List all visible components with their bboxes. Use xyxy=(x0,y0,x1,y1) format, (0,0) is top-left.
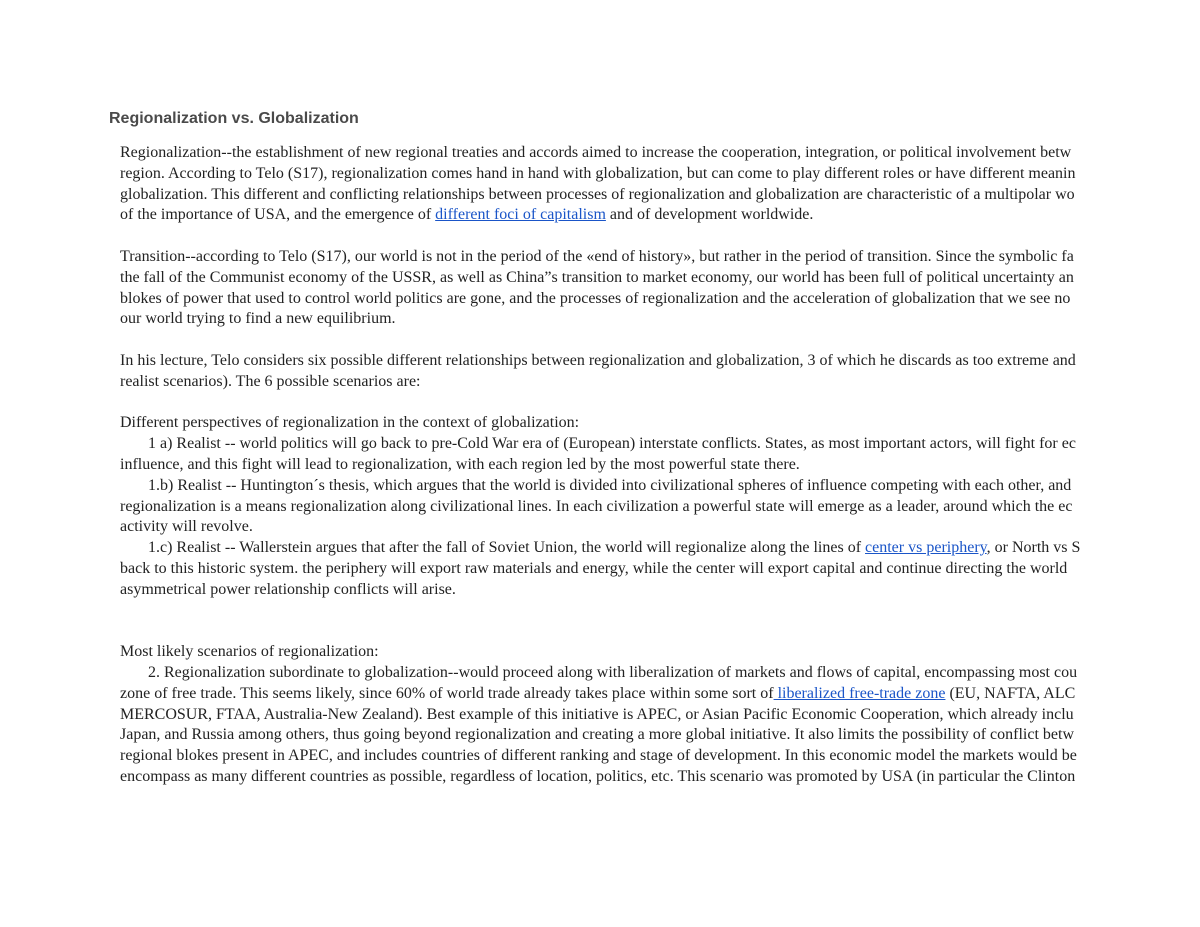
section-heading: Different perspectives of regionalization in the context of globalization: xyxy=(120,414,580,432)
text-line: In his lecture, Telo considers six possible different relationships between regionalization and globalization, 3 of which he discards as too extreme and xyxy=(120,351,1076,369)
text-segment: , or North vs S xyxy=(986,539,1081,557)
text-segment: of the importance of USA, and the emergence of xyxy=(120,206,436,224)
paragraph-spacer xyxy=(120,601,1200,643)
text-segment: and of development worldwide. xyxy=(605,206,814,224)
text-line xyxy=(120,684,1200,705)
text-segment: zone of free trade. This seems likely, since 60% of world trade already takes place within some sort of xyxy=(120,684,774,702)
paragraph-transition xyxy=(120,247,1200,330)
paragraph-six-scenarios xyxy=(120,351,1200,393)
text-line: Transition--according to Telo (S17), our world is not in the period of the «end of history», but rather in the period of transition. Since the symbolic fa xyxy=(120,247,1074,265)
text-line: Regionalization--the establishment of new regional treaties and accords aimed to increase the cooperation, integration, or political involvement betw xyxy=(120,144,1072,161)
link-different-foci-of-capitalism[interactable]: different foci of capitalism xyxy=(435,206,606,224)
text-line: asymmetrical power relationship conflicts will arise. xyxy=(120,580,456,598)
link-center-vs-periphery[interactable]: center vs periphery xyxy=(865,539,987,557)
text-line: regionalization is a means regionalization along civilizational lines. In each civilization a powerful state will emerge as a leader, around which the ec xyxy=(120,497,1073,515)
text-segment: (EU, NAFTA, ALC xyxy=(945,684,1076,702)
list-item-1a: 1 a) Realist -- world politics will go back to pre-Cold War era of (European) interstate conflicts. States, as most important actors, will fight for ec xyxy=(148,435,1076,453)
text-line: MERCOSUR, FTAA, Australia-New Zealand). Best example of this initiative is APEC, or Asian Pacific Economic Cooperation, which already inclu xyxy=(120,705,1074,723)
text-line: globalization. This different and conflicting relationships between processes of regionalization and globalization are characteristic of a multipolar wo xyxy=(120,185,1075,203)
text-line: regional blokes present in APEC, and includes countries of different ranking and stage of development. In this economic model the markets would be xyxy=(120,747,1077,765)
text-segment: 1.c) Realist -- Wallerstein argues that after the fall of Soviet Union, the world will regionalize along the lines of xyxy=(148,539,866,557)
text-line: encompass as many different countries as possible, regardless of location, politics, etc. This scenario was promoted by USA (in particular the Clinton xyxy=(120,767,1076,785)
paragraph-spacer xyxy=(120,393,1200,414)
text-line xyxy=(120,205,1200,226)
paragraph-regionalization xyxy=(120,143,1200,226)
paragraph-realist-perspectives xyxy=(120,413,1200,600)
text-line: blokes of power that used to control world politics are gone, and the processes of regionalization and the acceleration of globalization that we see no xyxy=(120,289,1071,307)
text-line: region. According to Telo (S17), regionalization comes hand in hand with globalization, but can come to play different roles or have different meanin xyxy=(120,164,1076,182)
link-liberalized-free-trade-zone[interactable]: liberalized free-trade zone xyxy=(773,684,946,702)
paragraph-spacer xyxy=(120,226,1200,247)
list-item-1c xyxy=(120,538,1200,559)
text-line: realist scenarios). The 6 possible scenarios are: xyxy=(120,372,421,390)
text-line: our world trying to find a new equilibrium. xyxy=(120,310,396,328)
text-line: Japan, and Russia among others, thus going beyond regionalization and creating a more global initiative. It also limits the possibility of conflict betw xyxy=(120,726,1075,744)
paragraph-spacer xyxy=(120,330,1200,351)
text-line: influence, and this fight will lead to regionalization, with each region led by the most powerful state there. xyxy=(120,455,800,473)
paragraph-likely-scenarios xyxy=(120,642,1200,788)
document-body xyxy=(120,143,1200,788)
page-title: Regionalization vs. Globalization xyxy=(109,110,359,127)
text-line: back to this historic system. the periphery will export raw materials and energy, while the center will export capital and continue directing the world xyxy=(120,559,1068,577)
text-line: the fall of the Communist economy of the USSR, as well as China”s transition to market economy, our world has been full of political uncertainty an xyxy=(120,268,1074,286)
list-item-2: 2. Regionalization subordinate to globalization--would proceed along with liberalization of markets and flows of capital, encompassing most cou xyxy=(148,663,1078,681)
text-line: activity will revolve. xyxy=(120,518,253,536)
section-heading: Most likely scenarios of regionalization: xyxy=(120,643,379,661)
list-item-1b: 1.b) Realist -- Huntington´s thesis, which argues that the world is divided into civilizational spheres of influence competing with each other, and xyxy=(148,476,1072,494)
